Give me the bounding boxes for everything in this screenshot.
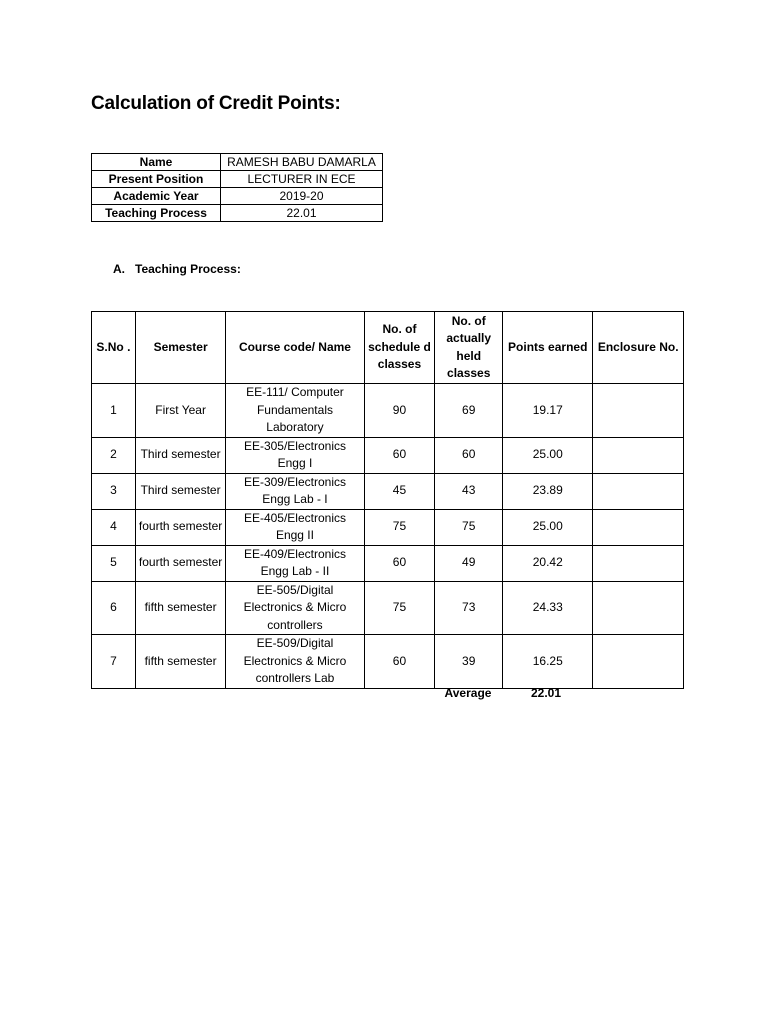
info-row-academic-year xyxy=(92,188,383,205)
cell-course: EE-309/Electronics Engg Lab - I xyxy=(226,473,364,509)
header-course: Course code/ Name xyxy=(226,312,364,384)
cell-scheduled: 60 xyxy=(364,545,435,581)
teaching-table xyxy=(91,311,684,689)
info-label-teaching-process: Teaching Process xyxy=(92,205,221,222)
cell-course: EE-405/Electronics Engg II xyxy=(226,509,364,545)
header-held-classes: No. of actually held classes xyxy=(435,312,503,384)
cell-enclosure xyxy=(593,581,684,635)
table-row xyxy=(92,581,684,635)
cell-points: 23.89 xyxy=(503,473,593,509)
info-row-position xyxy=(92,171,383,188)
section-marker: A. xyxy=(113,262,125,276)
cell-scheduled: 90 xyxy=(364,384,435,438)
cell-sno: 2 xyxy=(92,437,136,473)
table-row xyxy=(92,473,684,509)
table-header-row xyxy=(92,312,684,384)
info-value-position: LECTURER IN ECE xyxy=(221,171,383,188)
cell-semester: Third semester xyxy=(135,437,226,473)
cell-enclosure xyxy=(593,473,684,509)
cell-points: 16.25 xyxy=(503,635,593,689)
cell-enclosure xyxy=(593,509,684,545)
info-label-position: Present Position xyxy=(92,171,221,188)
info-table xyxy=(91,153,383,222)
cell-semester: fourth semester xyxy=(135,509,226,545)
cell-scheduled: 45 xyxy=(364,473,435,509)
section-heading xyxy=(113,262,241,276)
cell-held: 49 xyxy=(435,545,503,581)
table-row xyxy=(92,635,684,689)
info-row-teaching-process xyxy=(92,205,383,222)
cell-sno: 5 xyxy=(92,545,136,581)
cell-semester: fifth semester xyxy=(135,581,226,635)
cell-course: EE-305/Electronics Engg I xyxy=(226,437,364,473)
table-row xyxy=(92,384,684,438)
header-enclosure: Enclosure No. xyxy=(593,312,684,384)
cell-sno: 4 xyxy=(92,509,136,545)
cell-scheduled: 75 xyxy=(364,581,435,635)
section-heading-text: Teaching Process: xyxy=(135,262,241,276)
cell-enclosure xyxy=(593,384,684,438)
cell-sno: 7 xyxy=(92,635,136,689)
cell-sno: 3 xyxy=(92,473,136,509)
cell-scheduled: 60 xyxy=(364,635,435,689)
info-value-name: RAMESH BABU DAMARLA xyxy=(221,154,383,171)
cell-held: 73 xyxy=(435,581,503,635)
info-value-academic-year: 2019-20 xyxy=(221,188,383,205)
cell-points: 19.17 xyxy=(503,384,593,438)
cell-held: 75 xyxy=(435,509,503,545)
info-row-name xyxy=(92,154,383,171)
header-points-earned: Points earned xyxy=(503,312,593,384)
info-label-academic-year: Academic Year xyxy=(92,188,221,205)
cell-course: EE-505/Digital Electronics & Micro controllers xyxy=(226,581,364,635)
cell-scheduled: 60 xyxy=(364,437,435,473)
cell-points: 24.33 xyxy=(503,581,593,635)
table-row xyxy=(92,545,684,581)
cell-held: 43 xyxy=(435,473,503,509)
cell-held: 39 xyxy=(435,635,503,689)
cell-course: EE-509/Digital Electronics & Micro controllers Lab xyxy=(226,635,364,689)
cell-enclosure xyxy=(593,437,684,473)
cell-enclosure xyxy=(593,545,684,581)
header-sno: S.No . xyxy=(92,312,136,384)
cell-points: 25.00 xyxy=(503,437,593,473)
header-semester: Semester xyxy=(135,312,226,384)
cell-held: 60 xyxy=(435,437,503,473)
header-scheduled-classes: No. of schedule d classes xyxy=(364,312,435,384)
cell-course: EE-111/ Computer Fundamentals Laboratory xyxy=(226,384,364,438)
cell-points: 20.42 xyxy=(503,545,593,581)
cell-enclosure xyxy=(593,635,684,689)
cell-course: EE-409/Electronics Engg Lab - II xyxy=(226,545,364,581)
average-value: 22.01 xyxy=(530,686,562,700)
table-row xyxy=(92,509,684,545)
cell-sno: 6 xyxy=(92,581,136,635)
cell-semester: fourth semester xyxy=(135,545,226,581)
cell-semester: fifth semester xyxy=(135,635,226,689)
table-row xyxy=(92,437,684,473)
cell-held: 69 xyxy=(435,384,503,438)
page-title: Calculation of Credit Points: xyxy=(91,93,341,114)
info-label-name: Name xyxy=(92,154,221,171)
cell-semester: Third semester xyxy=(135,473,226,509)
cell-sno: 1 xyxy=(92,384,136,438)
average-label: Average xyxy=(444,686,492,700)
cell-scheduled: 75 xyxy=(364,509,435,545)
cell-points: 25.00 xyxy=(503,509,593,545)
cell-semester: First Year xyxy=(135,384,226,438)
info-value-teaching-process: 22.01 xyxy=(221,205,383,222)
